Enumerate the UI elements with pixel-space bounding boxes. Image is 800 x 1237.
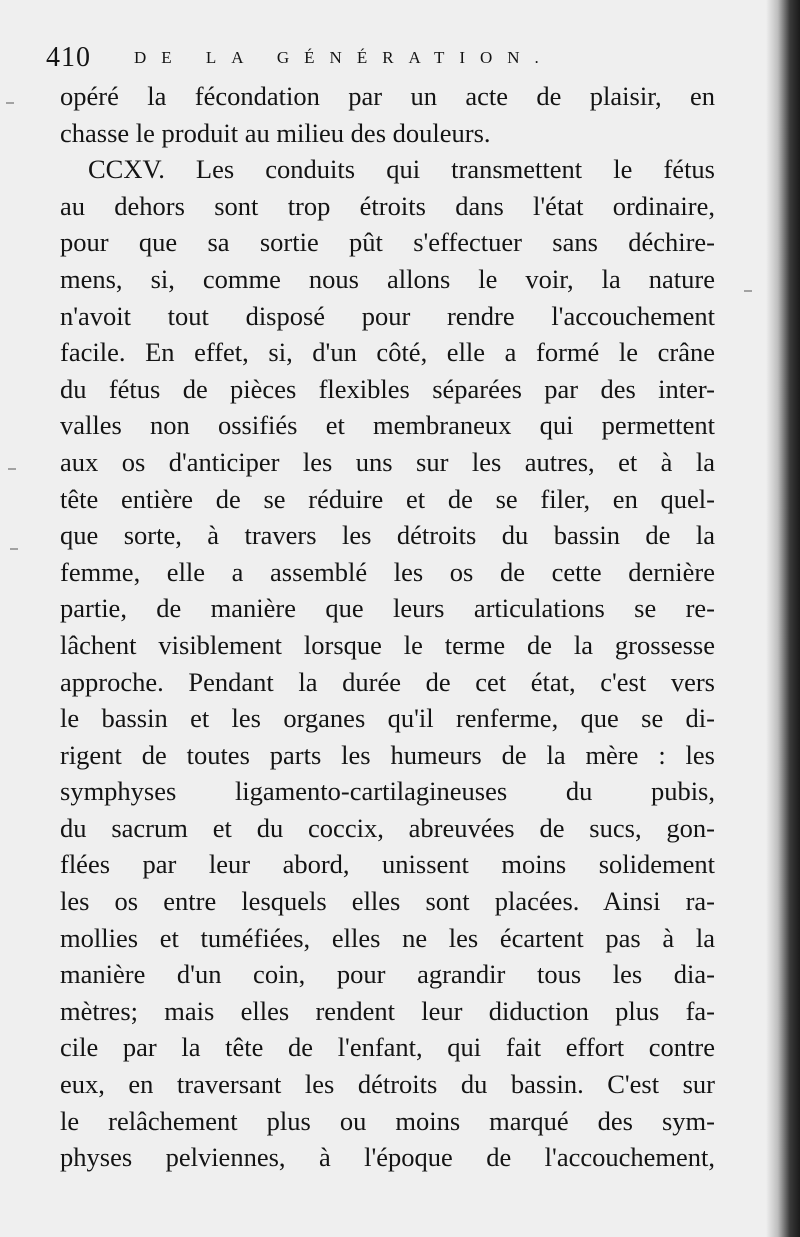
text-line: mètres; mais elles rendent leur diduction plus fa- [60,995,715,1026]
text-line: du fétus de pièces flexibles séparées par des inter- [60,373,715,404]
page-header [46,36,726,80]
text-line: cile par la tête de l'enfant, qui fait effort contre [60,1032,715,1063]
text-line: approche. Pendant la durée de cet état, c'est vers [60,666,715,697]
text-line: tête entière de se réduire et de se filer, en quel- [60,483,715,514]
text-line: mens, si, comme nous allons le voir, la nature [60,263,715,294]
text-line: que sorte, à travers les détroits du bassin de la [60,520,715,551]
text-line: facile. En effet, si, d'un côté, elle a formé le crâne [60,337,715,368]
page-number: 410 [46,42,91,73]
text-line: rigent de toutes parts les humeurs de la mère : les [60,739,715,770]
text-line: le bassin et les organes qu'il renferme, que se di- [60,703,715,734]
paragraph-start-line: CCXV. Les conduits qui transmettent le fétus [88,154,715,185]
body-text [60,78,715,1176]
text-line: n'avoit tout disposé pour rendre l'accouchement [60,300,715,331]
text-line: physes pelviennes, à l'époque de l'accouchement, [60,1142,715,1173]
text-line: valles non ossifiés et membraneux qui permettent [60,410,715,441]
scan-speck [744,290,752,292]
text-line: manière d'un coin, pour agrandir tous les dia- [60,959,715,990]
text-line: chasse le produit au milieu des douleurs. [60,117,491,148]
text-line: femme, elle a assemblé les os de cette dernière [60,556,715,587]
text-line: opéré la fécondation par un acte de plaisir, en [60,81,715,111]
text-line: flées par leur abord, unissent moins solidement [60,849,715,880]
text-line: eux, en traversant les détroits du bassin. C'est sur [60,1069,715,1100]
text-line: pour que sa sortie pût s'effectuer sans déchire- [60,227,715,258]
text-line: du sacrum et du coccix, abreuvées de sucs, gon- [60,812,715,843]
text-line: lâchent visiblement lorsque le terme de la grossesse [60,629,715,660]
text-line: symphyses ligamento-cartilagineuses du pubis, [60,776,715,807]
text-line: le relâchement plus ou moins marqué des sym- [60,1105,715,1136]
scan-speck [8,468,16,470]
scan-speck [10,548,18,550]
text-line: mollies et tuméfiées, elles ne les écartent pas à la [60,922,715,953]
text-line: les os entre lesquels elles sont placées. Ainsi ra- [60,886,715,917]
text-line: aux os d'anticiper les uns sur les autres, et à la [60,446,715,477]
text-line: au dehors sont trop étroits dans l'état ordinaire, [60,190,715,221]
scan-speck [6,102,14,104]
running-head: DE LA GÉNÉRATION. [134,48,554,67]
text-line: partie, de manière que leurs articulations se re- [60,593,715,624]
scan-edge [766,0,800,1237]
